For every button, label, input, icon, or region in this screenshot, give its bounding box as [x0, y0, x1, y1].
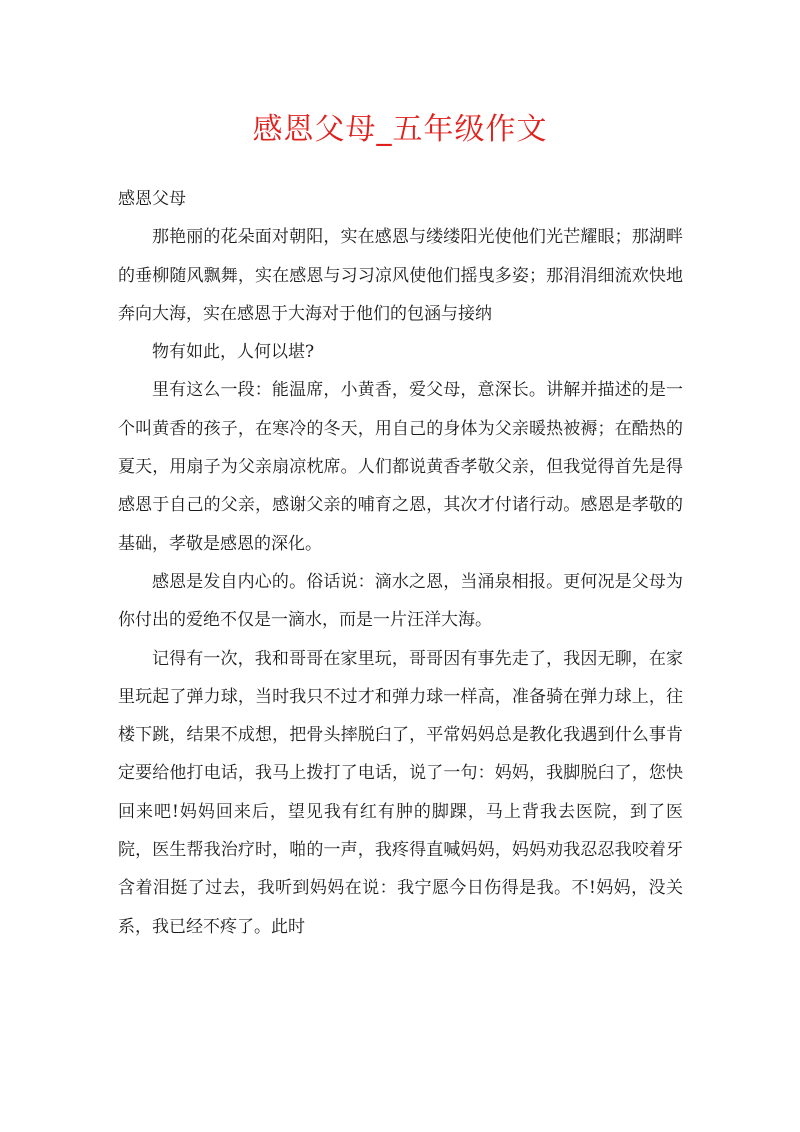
paragraph-3: 里有这么一段：能温席，小黄香，爱父母，意深长。讲解并描述的是一个叫黄香的孩子，在寒冷的冬天，用自己的身体为父亲暖热被褥；在酷热的夏天，用扇子为父亲扇凉枕席。人们都说黄香孝敬父亲，但我觉得首先是得感恩于自己的父亲，感谢父亲的哺育之恩，其次才付诸行动。感恩是孝敬的基础，孝敬是感恩的深化。	[118, 380, 683, 554]
essay-subtitle: 感恩父母	[118, 189, 186, 209]
paragraph-4: 感恩是发自内心的。俗话说：滴水之恩，当涌泉相报。更何况是父母为你付出的爱绝不仅是一滴水，而是一片汪洋大海。	[118, 571, 683, 631]
paragraph-5: 记得有一次，我和哥哥在家里玩，哥哥因有事先走了，我因无聊，在家里玩起了弹力球，当时我只不过才和弹力球一样高，准备骑在弹力球上，往楼下跳，结果不成想，把骨头摔脱臼了，平常妈妈总是教化我遇到什么事肯定要给他打电话，我马上拨打了电话，说了一句：妈妈，我脚脱臼了，您快回来吧!妈妈回来后，望见我有红有肿的脚踝，马上背我去医院，到了医院，医生帮我治疗时，啪的一声，我疼得直喊妈妈，妈妈劝我忍忍我咬着牙含着泪挺了过去，我听到妈妈在说：我宁愿今日伤得是我。不!妈妈，没关系，我已经不疼了。此时	[118, 648, 683, 937]
page-title: 感恩父母_五年级作文	[252, 112, 548, 147]
paragraph-2: 物有如此，人何以堪?	[152, 342, 315, 363]
paragraph-1: 那艳丽的花朵面对朝阳，实在感恩与缕缕阳光使他们光芒耀眼；那湖畔的垂柳随风飘舞，实在感恩与习习凉风使他们摇曳多姿；那涓涓细流欢快地奔向大海，实在感恩于大海对于他们的包涵与接纳	[118, 227, 683, 324]
essay-body	[118, 180, 683, 946]
